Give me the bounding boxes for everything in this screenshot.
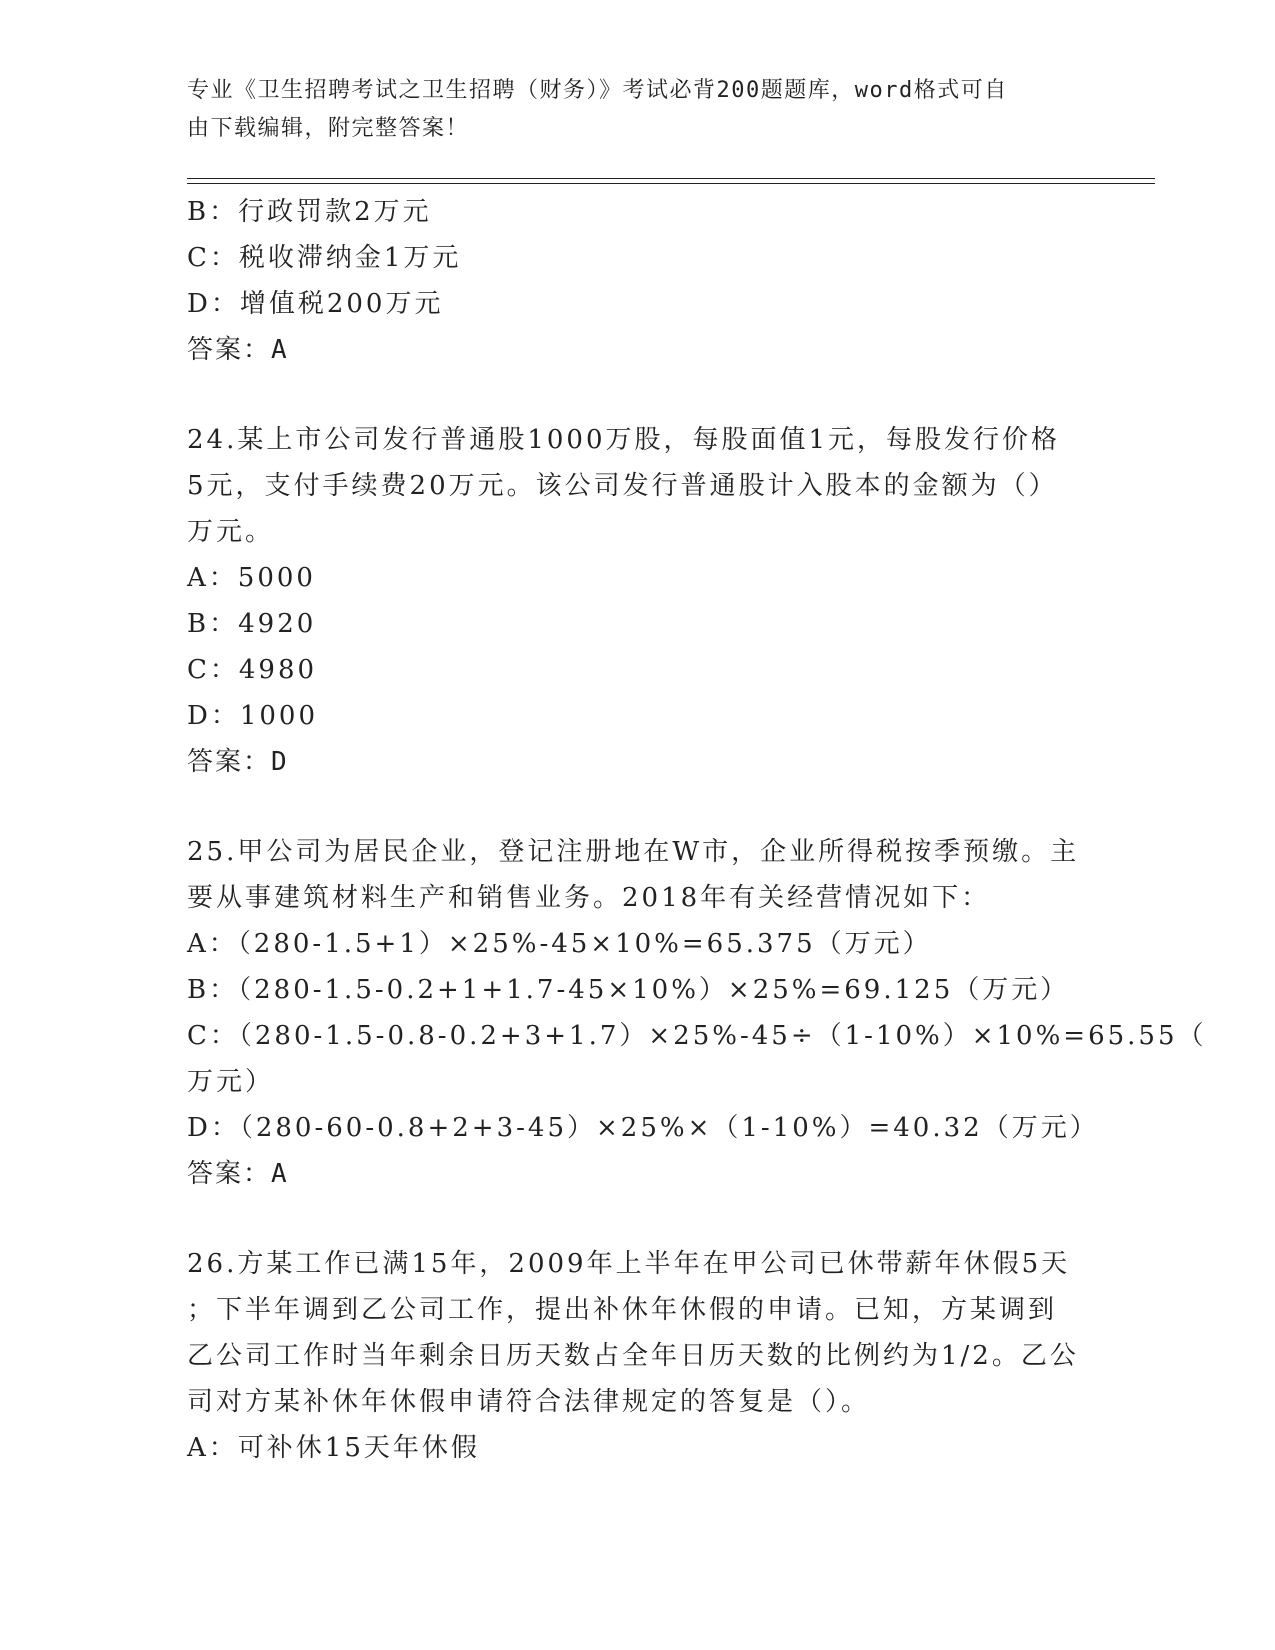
- option-a: A：5000: [187, 563, 316, 593]
- question-stem-line: 万元。: [187, 517, 275, 547]
- question-stem-line: 要从事建筑材料生产和销售业务。2018年有关经营情况如下：: [187, 883, 991, 913]
- option-c: C：税收滞纳金1万元: [187, 243, 462, 273]
- option-d: D：（280-60-0.8+2+3-45）×25%×（1-10%）=40.32（万元）: [187, 1113, 1099, 1143]
- question-stem-line: 25.甲公司为居民企业，登记注册地在W市，企业所得税按季预缴。主: [187, 837, 1080, 867]
- answer-line: 答案：A: [187, 1159, 289, 1189]
- question-stem-line: 26.方某工作已满15年，2009年上半年在甲公司已休带薪年休假5天: [187, 1249, 1071, 1279]
- document-body: [187, 189, 1207, 1471]
- header-divider-top: [187, 178, 1155, 179]
- question-stem-line: 5元，支付手续费20万元。该公司发行普通股计入股本的金额为（）: [187, 471, 1058, 501]
- question-stem-line: ；下半年调到乙公司工作，提出补休年休假的申请。已知，方某调到: [187, 1295, 1058, 1325]
- option-c: C：（280-1.5-0.8-0.2+3+1.7）×25%-45÷（1-10%）×10%=65.55（: [187, 1021, 1207, 1051]
- question-23: [187, 189, 1087, 373]
- option-b: B：行政罚款2万元: [187, 197, 432, 227]
- question-stem-line: 司对方某补休年休假申请符合法律规定的答复是（）。: [187, 1387, 871, 1417]
- option-d: D：1000: [187, 701, 319, 731]
- option-b: B：4920: [187, 609, 317, 639]
- question-26: [187, 1241, 1087, 1471]
- question-24: [187, 417, 1087, 785]
- question-gap: [187, 373, 1087, 417]
- question-gap: [187, 1197, 1087, 1241]
- document-header: [187, 72, 1067, 148]
- question-25: [187, 829, 1207, 1197]
- question-gap: [187, 785, 1087, 829]
- option-d: D：增值税200万元: [187, 289, 444, 319]
- option-b: B：（280-1.5-0.2+1+1.7-45×10%）×25%=69.125（万元）: [187, 975, 1070, 1005]
- option-c-continued: 万元）: [187, 1067, 275, 1097]
- option-a: A：（280-1.5+1）×25%-45×10%=65.375（万元）: [187, 929, 932, 959]
- question-stem-line: 24.某上市公司发行普通股1000万股，每股面值1元，每股发行价格: [187, 425, 1061, 455]
- header-line-1: 专业《卫生招聘考试之卫生招聘（财务）》考试必背200题题库，word格式可自: [187, 78, 1008, 103]
- question-stem-line: 乙公司工作时当年剩余日历天数占全年日历天数的比例约为1/2。乙公: [187, 1341, 1079, 1371]
- option-c: C：4980: [187, 655, 318, 685]
- answer-line: 答案：A: [187, 335, 289, 365]
- option-a: A：可补休15天年休假: [187, 1433, 480, 1463]
- header-line-2: 由下载编辑，附完整答案！: [187, 116, 470, 141]
- answer-line: 答案：D: [187, 747, 289, 777]
- header-divider-bottom: [187, 183, 1155, 184]
